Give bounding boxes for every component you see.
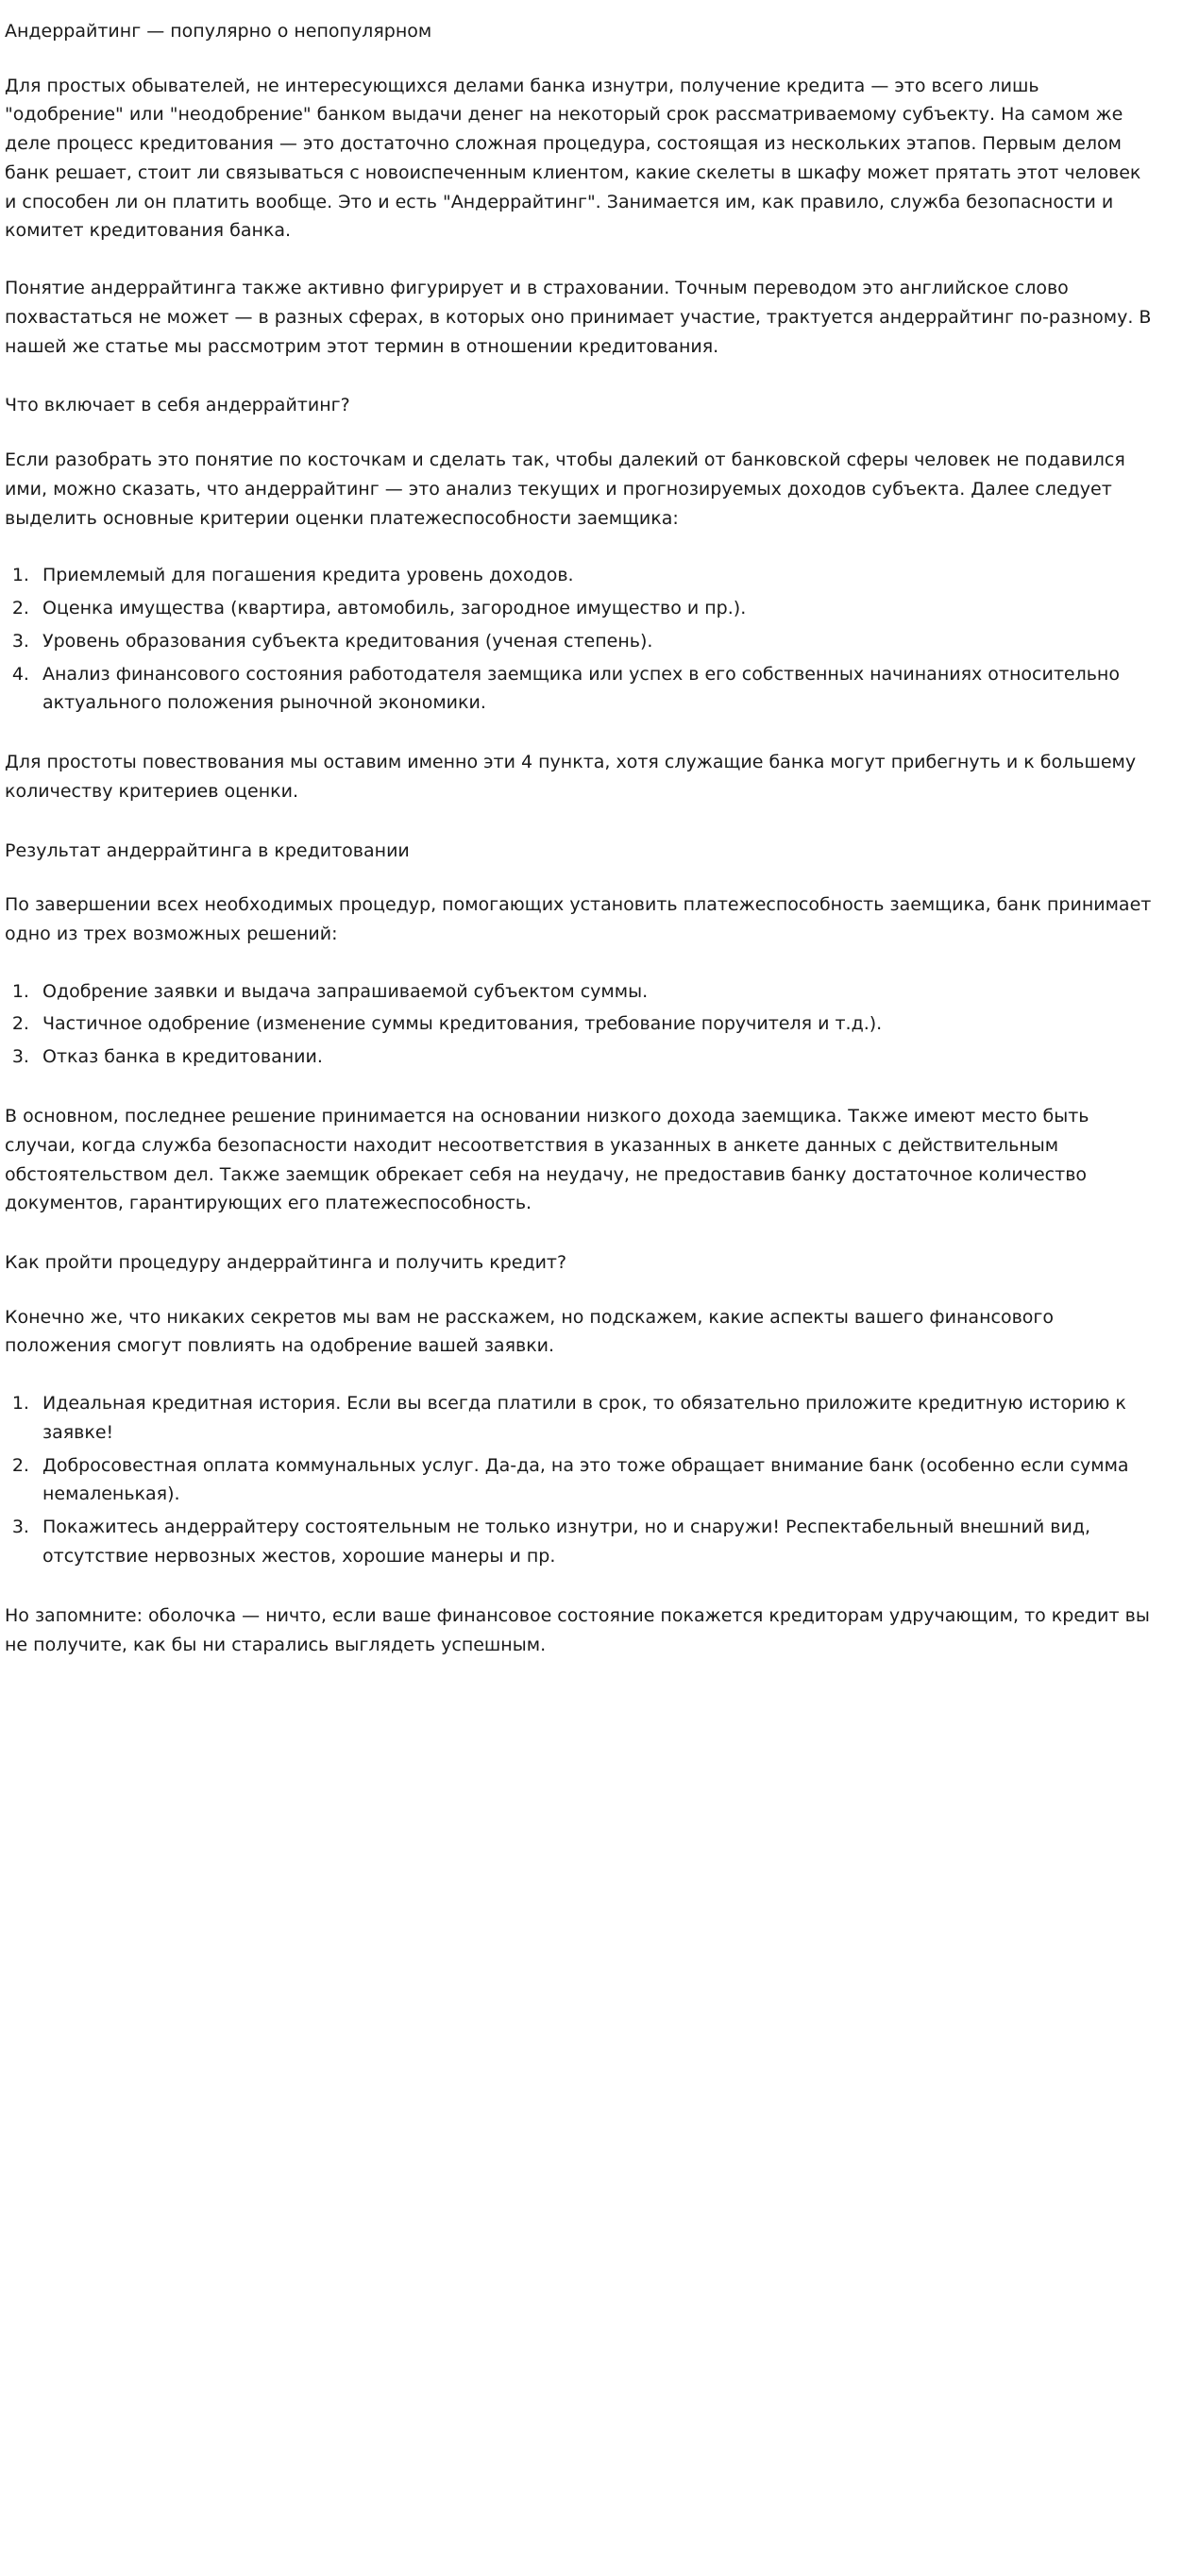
paragraph: По завершении всех необходимых процедур, помогающих установить платежеспособность заемщика, банк принимает одно из трех возможных решений: <box>5 894 1152 944</box>
paragraph: Конечно же, что никаких секретов мы вам не расскажем, но подскажем, какие аспекты вашего финансового положения смогут повлиять на одобрение вашей заявки. <box>5 1306 1054 1357</box>
section-heading: Результат андеррайтинга в кредитовании <box>5 839 410 861</box>
section-heading: Как пройти процедуру андеррайтинга и получить кредит? <box>5 1252 567 1274</box>
ordered-list <box>5 1389 1171 1571</box>
list-item: 1. Одобрение заявки и выдача запрашиваемой субъектом суммы. <box>35 977 1157 1007</box>
paragraph: Если разобрать это понятие по косточкам и сделать так, чтобы далекий от банковской сферы человек не подавился ими, можно сказать, что андеррайтинг — это анализ текущих и прогнозируемых доходов субъекта. Далее следует выделить основные критерии оценки платежеспособности заемщика: <box>5 449 1125 529</box>
paragraph: Но запомните: оболочка — ничто, если ваше финансовое состояние покажется кредиторам удручающим, то кредит вы не получите, как бы ни старались выглядеть успешным. <box>5 1604 1150 1655</box>
list-item: 1. Идеальная кредитная история. Если вы всегда платили в срок, то обязательно приложите кредитную историю к заявке! <box>35 1389 1157 1448</box>
list-item: 3. Отказ банка в кредитовании. <box>35 1042 1157 1072</box>
ordered-list <box>5 561 1171 718</box>
list-item: 2. Оценка имущества (квартира, автомобиль, загородное имущество и пр.). <box>35 594 1157 623</box>
section-heading: Что включает в себя андеррайтинг? <box>5 395 350 416</box>
list-item: 2. Добросовестная оплата коммунальных услуг. Да-да, на это тоже обращает внимание банк (особенно если сумма немаленькая). <box>35 1451 1157 1510</box>
ordered-list <box>5 977 1171 1072</box>
page-title: Андеррайтинг — популярно о непопулярном <box>5 21 432 42</box>
list-item: 2. Частичное одобрение (изменение суммы кредитования, требование поручителя и т.д.). <box>35 1009 1157 1039</box>
paragraph: Понятие андеррайтинга также активно фигурирует и в страховании. Точным переводом это английское слово похвастаться не может — в разных сферах, в которых оно принимает участие, трактуется андеррайтинг по-разному. В нашей же статье мы рассмотрим этот термин в отношении кредитования. <box>5 278 1152 357</box>
article-body <box>5 72 1171 1660</box>
list-item: 3. Покажитесь андеррайтеру состоятельным не только изнутри, но и снаружи! Респектабельный внешний вид, отсутствие нервозных жестов, хорошие манеры и пр. <box>35 1513 1157 1571</box>
paragraph: В основном, последнее решение принимается на основании низкого дохода заемщика. Также имеют место быть случаи, когда служба безопасности находит несоответствия в указанных в анкете данных с действительным обстоятельством дел. Также заемщик обрекает себя на неудачу, не предоставив банку достаточное количество документов, гарантирующих его платежеспособность. <box>5 1106 1089 1214</box>
list-item: 1. Приемлемый для погашения кредита уровень доходов. <box>35 561 1157 590</box>
paragraph: Для простых обывателей, не интересующихся делами банка изнутри, получение кредита — это всего лишь "одобрение" или "неодобрение" банком выдачи денег на некоторый срок рассматриваемому субъекту. На самом же деле процесс кредитования — это достаточно сложная процедура, состоящая из нескольких этапов. Первым делом банк решает, стоит ли связываться с новоиспеченным клиентом, какие скелеты в шкафу может прятать этот человек и способен ли он платить вообще. Это и есть "Андеррайтинг". Занимается им, как правило, служба безопасности и комитет кредитования банка. <box>5 75 1141 242</box>
list-item: 4. Анализ финансового состояния работодателя заемщика или успех в его собственных начинаниях относительно актуального положения рыночной экономики. <box>35 660 1157 719</box>
list-item: 3. Уровень образования субъекта кредитования (ученая степень). <box>35 627 1157 656</box>
paragraph: Для простоты повествования мы оставим именно эти 4 пункта, хотя служащие банка могут прибегнуть и к большему количеству критериев оценки. <box>5 752 1137 802</box>
